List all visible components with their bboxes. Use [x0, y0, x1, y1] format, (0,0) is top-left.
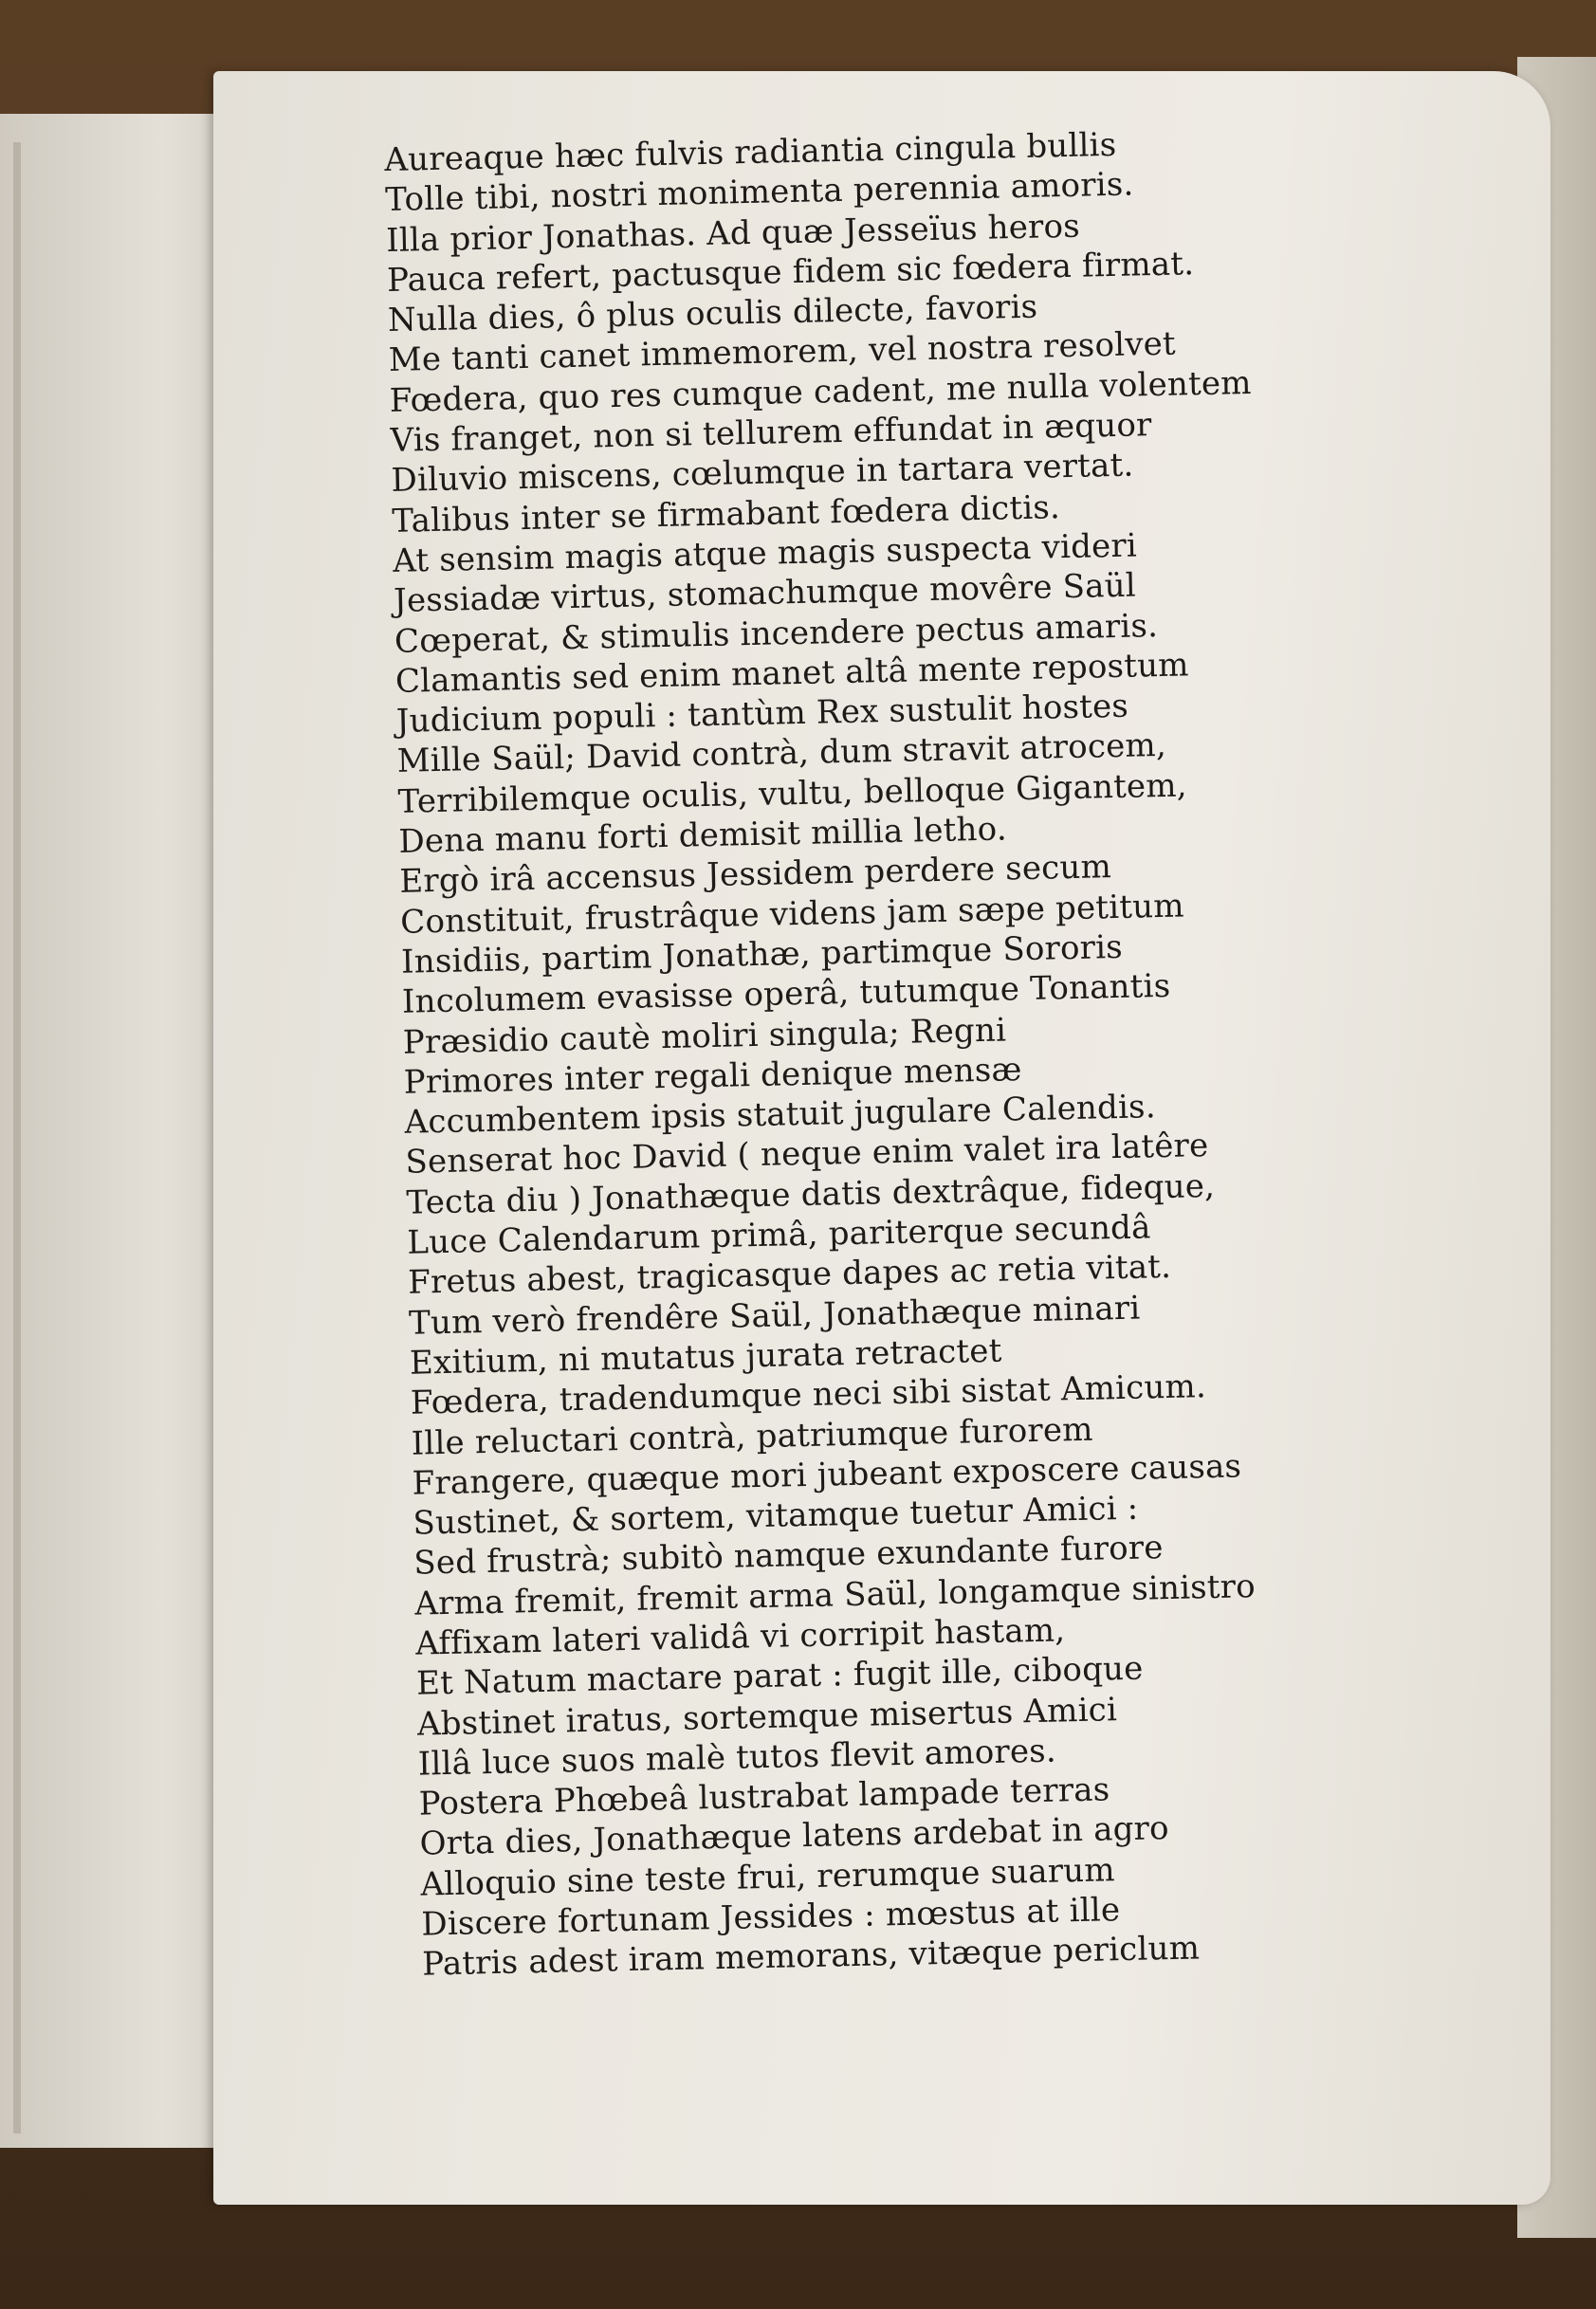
left-page-edge: [0, 114, 234, 2148]
verse-line: Clamantis sed enim manet altâ mente repostum: [394, 646, 1190, 701]
verse-line: Illa prior Jonathas. Ad quæ Jesseïus heros: [385, 207, 1081, 260]
verse-line: Arma fremit, fremit arma Saül, longamque sinistro: [413, 1567, 1257, 1623]
verse-line: Sed frustrà; subitò namque exundante furore: [413, 1529, 1165, 1584]
page-edge-shadow: [13, 142, 21, 2134]
verse-line: Ergò irâ accensus Jessidem perdere secum: [398, 848, 1112, 902]
verse-line: Jessiadæ virtus, stomachumque movêre Saül: [393, 566, 1137, 621]
verse-line: Terribilemque oculis, vultu, belloque Gigantem,: [397, 766, 1188, 821]
verse-line: Incolumem evasisse operâ, tutumque Tonantis: [401, 967, 1171, 1022]
verse-line: Vis franget, non si tellurem effundat in æquor: [390, 406, 1152, 461]
verse-line: Constituit, frustrâque videns jam sæpe petitum: [399, 887, 1185, 942]
verse-line: Primores inter regali denique mensæ: [403, 1050, 1022, 1102]
verse-line: Talibus inter se firmabant fœdera dictis.: [391, 487, 1061, 541]
verse-line: Aureaque hæc fulvis radiantia cingula bullis: [384, 125, 1117, 179]
show-through-text: [1332, 156, 1550, 2167]
verse-line: Senserat hoc David ( neque enim valet ira latêre: [405, 1127, 1209, 1182]
verse-line: Affixam lateri validâ vi corripit hastam,: [414, 1611, 1066, 1663]
verse-line: Tum verò frendêre Saül, Jonathæque minari: [408, 1289, 1141, 1343]
verse-line: Pauca refert, pactusque fidem sic fœdera firmat.: [386, 245, 1195, 300]
verse-line: Præsidio cautè moliri singula; Regni: [402, 1011, 1007, 1062]
verse-line: Cœperat, & stimulis incendere pectus amaris.: [394, 606, 1159, 661]
verse-line: Nulla dies, ô plus oculis dilecte, favoris: [387, 287, 1038, 340]
verse-line: Fretus abest, tragicasque dapes ac retia vitat.: [407, 1248, 1172, 1303]
verse-line: Et Natum mactare parat : fugit ille, ciboque: [415, 1649, 1144, 1703]
verse-text-block: [384, 122, 1305, 1986]
verse-line: Sustinet, & sortem, vitamque tuetur Amici :: [413, 1489, 1139, 1543]
verse-line: Exitium, ni mutatus jurata retractet: [409, 1331, 1002, 1383]
verse-line: At sensim magis atque magis suspecta videri: [392, 526, 1138, 580]
verse-line: Judicium populi : tantùm Rex sustulit hostes: [395, 687, 1129, 742]
verse-line: Orta dies, Jonathæque latens ardebat in agro: [419, 1809, 1170, 1864]
verse-line: Fœdera, quo res cumque cadent, me nulla volentem: [389, 363, 1253, 420]
verse-line: Tolle tibi, nostri monimenta perennia amoris.: [384, 165, 1134, 220]
verse-line: Abstinet iratus, sortemque misertus Amici: [416, 1690, 1118, 1744]
verse-line: Diluvio miscens, cœlumque in tartara vertat.: [391, 446, 1134, 501]
verse-line: Me tanti canet immemorem, vel nostra resolvet: [388, 325, 1177, 380]
verse-line: Illâ luce suos malè tutos flevit amores.: [417, 1732, 1057, 1784]
verse-line: Frangere, quæque mori jubeant exposcere causas: [412, 1447, 1242, 1503]
verse-line: Fœdera, tradendumque neci sibi sistat Amicum.: [410, 1367, 1207, 1422]
verse-line: Accumbentem ipsis statuit jugulare Calendis.: [404, 1088, 1157, 1142]
verse-line: Patris adest iram memorans, vitæque periclum: [421, 1929, 1201, 1984]
verse-line: Luce Calendarum primâ, pariterque secundâ: [406, 1208, 1151, 1262]
verse-line: Alloquio sine teste frui, rerumque suarum: [420, 1851, 1116, 1904]
verse-line: Postera Phœbeâ lustrabat lampade terras: [418, 1770, 1110, 1823]
verse-line: Discere fortunam Jessides : mœstus at ille: [420, 1891, 1121, 1944]
verse-line: Dena manu forti demisit millia letho.: [398, 810, 1008, 861]
verse-line: Insidiis, partim Jonathæ, partimque Sororis: [400, 927, 1124, 981]
verse-line: Mille Saül; David contrà, dum stravit atrocem,: [396, 726, 1167, 781]
verse-line: Ille reluctari contrà, patriumque furorem: [411, 1410, 1093, 1463]
verse-line: Tecta diu ) Jonathæque datis dextrâque, fideque,: [406, 1166, 1216, 1222]
